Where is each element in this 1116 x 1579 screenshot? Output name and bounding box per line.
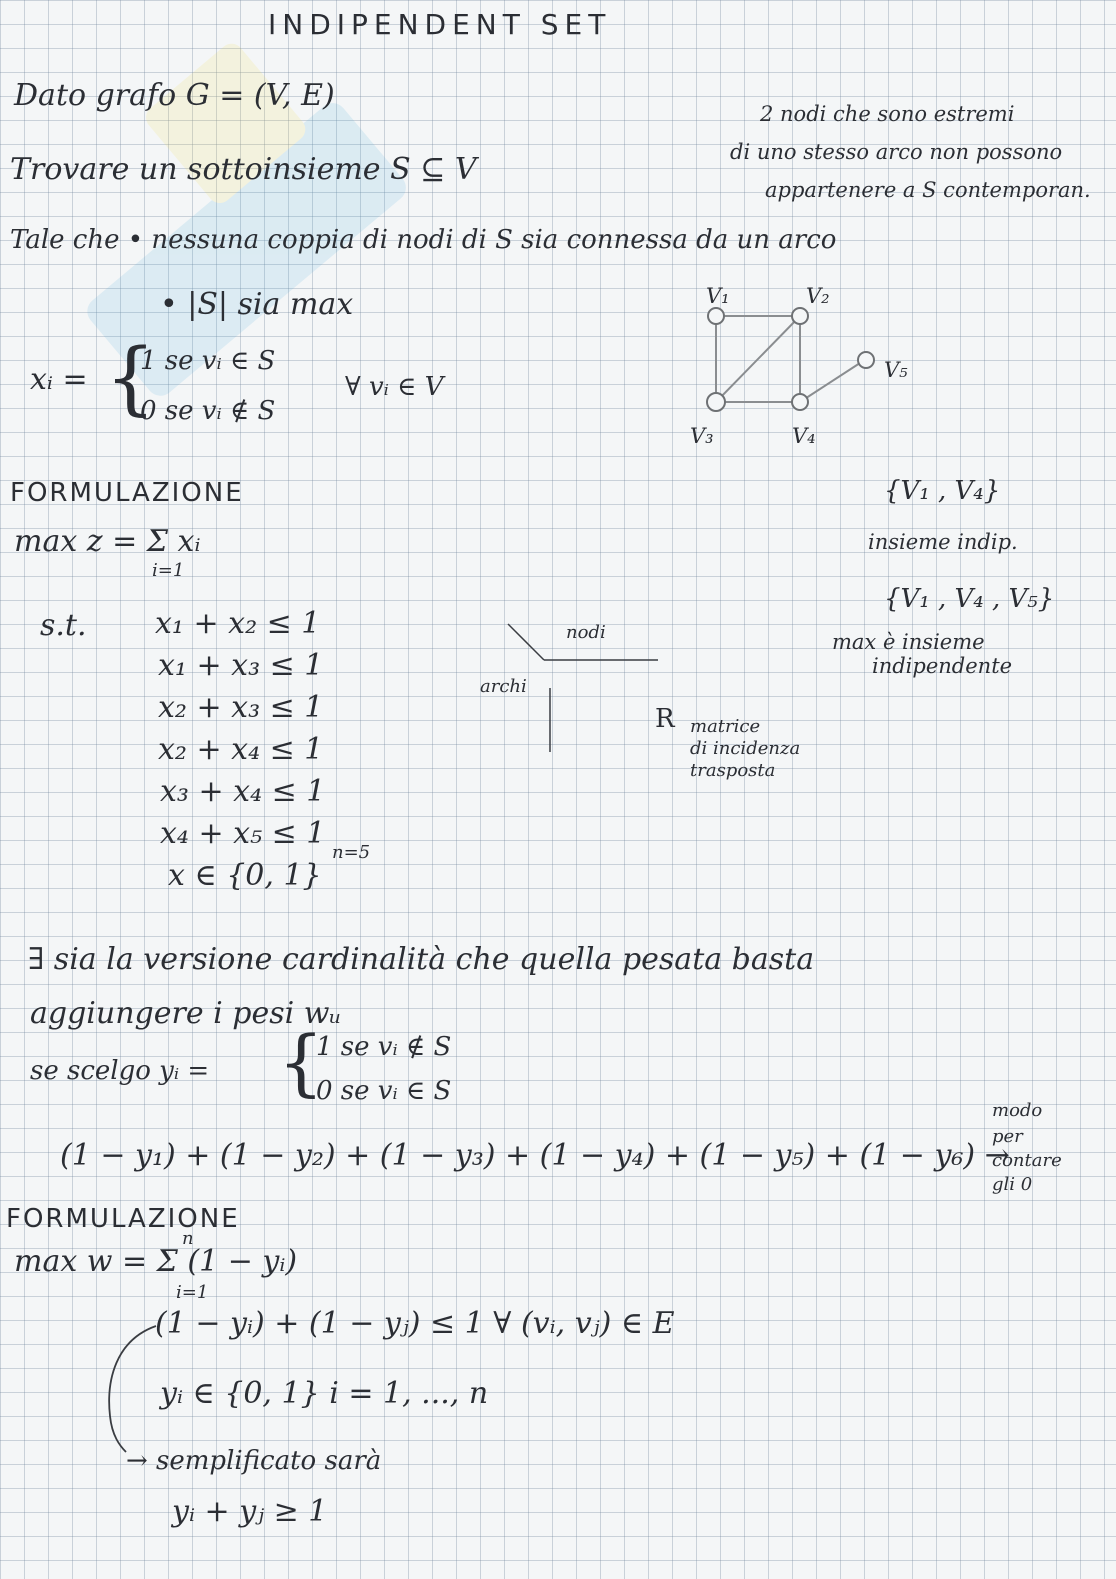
- matrix-label-archi: archi: [480, 676, 527, 697]
- weighted-sum-note-1: modo: [992, 1100, 1043, 1121]
- matrix-desc-line-1: matrice: [690, 716, 761, 737]
- constraint-domain: x ∈ {0, 1}: [168, 858, 322, 893]
- formulation-1-heading: FORMULAZIONE: [10, 478, 244, 508]
- constraint-6: x₄ + x₅ ≤ 1: [160, 816, 326, 851]
- matrix-label-r: R: [655, 704, 675, 734]
- side-note-line-1: 2 nodi che sono estremi: [760, 102, 1015, 126]
- constraint-1: x₁ + x₂ ≤ 1: [155, 606, 321, 641]
- constraint-domain-sup: n=5: [332, 842, 371, 863]
- x-def-lhs: xᵢ =: [30, 362, 88, 397]
- weighted-choose: se scelgo yᵢ =: [30, 1056, 210, 1086]
- formulation-2-simplified: → semplificato sarà: [126, 1446, 382, 1476]
- intro-line-3: Tale che • nessuna coppia di nodi di S sia connessa da un arco: [10, 225, 837, 255]
- constraint-2: x₁ + x₃ ≤ 1: [158, 648, 324, 683]
- side-note-line-2: di uno stesso arco non possono: [730, 140, 1063, 164]
- set-2-note-line-1: max è insieme: [832, 630, 985, 654]
- intro-line-2: Trovare un sottoinsieme S ⊆ V: [10, 152, 477, 187]
- set-2-note-line-2: indipendente: [872, 654, 1013, 678]
- weighted-sum-note-2: per: [992, 1126, 1023, 1147]
- edge-v4-v5: [800, 363, 860, 402]
- node-label-v3: V₃: [690, 424, 714, 448]
- formulation-2-objective-top: n: [182, 1228, 194, 1249]
- weighted-case-1: 1 se vᵢ ∉ S: [316, 1032, 452, 1062]
- x-def-brace: {: [105, 331, 156, 424]
- constraint-4: x₂ + x₄ ≤ 1: [158, 732, 324, 767]
- weighted-line-1: ∃ sia la versione cardinalità che quella pesata basta: [28, 942, 815, 977]
- set-1: {V₁ , V₄}: [884, 476, 1001, 506]
- formulation-2-objective: max w = Σ (1 − yᵢ): [14, 1244, 298, 1279]
- weighted-sum: (1 − y₁) + (1 − y₂) + (1 − y₃) + (1 − y₄) + (1 − y₅) + (1 − y₆) →: [60, 1138, 1010, 1173]
- weighted-brace: {: [278, 1020, 324, 1104]
- matrix-label-nodi: nodi: [566, 622, 606, 643]
- set-1-note: insieme indip.: [868, 530, 1018, 554]
- node-v1: [708, 308, 724, 324]
- node-label-v2: V₂: [806, 284, 830, 308]
- matrix-desc-line-2: di incidenza: [690, 738, 801, 759]
- node-v3: [707, 393, 725, 411]
- formulation-2-objective-index: i=1: [176, 1282, 209, 1303]
- x-def-case-1: 1 se vᵢ ∈ S: [140, 346, 276, 376]
- formulation-2-heading: FORMULAZIONE: [6, 1204, 240, 1234]
- side-note-line-3: appartenere a S contemporan.: [765, 178, 1091, 202]
- weighted-case-2: 0 se vᵢ ∈ S: [316, 1076, 452, 1106]
- intro-line-4: • |S| sia max: [160, 287, 354, 322]
- x-def-forall: ∀ vᵢ ∈ V: [345, 372, 444, 402]
- edge-v2-v3: [716, 316, 800, 402]
- node-label-v5: V₅: [884, 358, 908, 382]
- set-2: {V₁ , V₄ , V₅}: [884, 584, 1055, 614]
- formulation-2-bracket: [96, 1320, 166, 1460]
- weighted-line-2: aggiungere i pesi wᵤ: [30, 996, 342, 1031]
- page-title: INDIPENDENT SET: [268, 8, 612, 41]
- formulation-2-constraint-2: yᵢ ∈ {0, 1} i = 1, ..., n: [160, 1376, 489, 1411]
- formulation-1-objective: max z = Σ xᵢ: [14, 524, 201, 559]
- x-def-case-2: 0 se vᵢ ∉ S: [140, 396, 276, 426]
- node-v4: [792, 394, 808, 410]
- node-label-v1: V₁: [706, 284, 730, 308]
- formulation-1-objective-index: i=1: [152, 560, 185, 581]
- weighted-sum-note-4: gli 0: [992, 1174, 1033, 1195]
- node-v2: [792, 308, 808, 324]
- node-label-v4: V₄: [792, 424, 816, 448]
- formulation-2-constraint-1: (1 − yᵢ) + (1 − yⱼ) ≤ 1 ∀ (vᵢ, vⱼ) ∈ E: [155, 1306, 675, 1341]
- node-v5: [858, 352, 874, 368]
- formulation-1-st: s.t.: [40, 608, 87, 643]
- intro-line-1: Dato grafo G = (V, E): [14, 78, 335, 113]
- weighted-sum-note-3: contare: [992, 1150, 1062, 1171]
- matrix-desc-line-3: trasposta: [690, 760, 776, 781]
- formulation-2-final: yᵢ + yⱼ ≥ 1: [172, 1494, 328, 1529]
- constraint-5: x₃ + x₄ ≤ 1: [160, 774, 326, 809]
- matrix-diagonal: [508, 624, 544, 660]
- constraint-3: x₂ + x₃ ≤ 1: [158, 690, 324, 725]
